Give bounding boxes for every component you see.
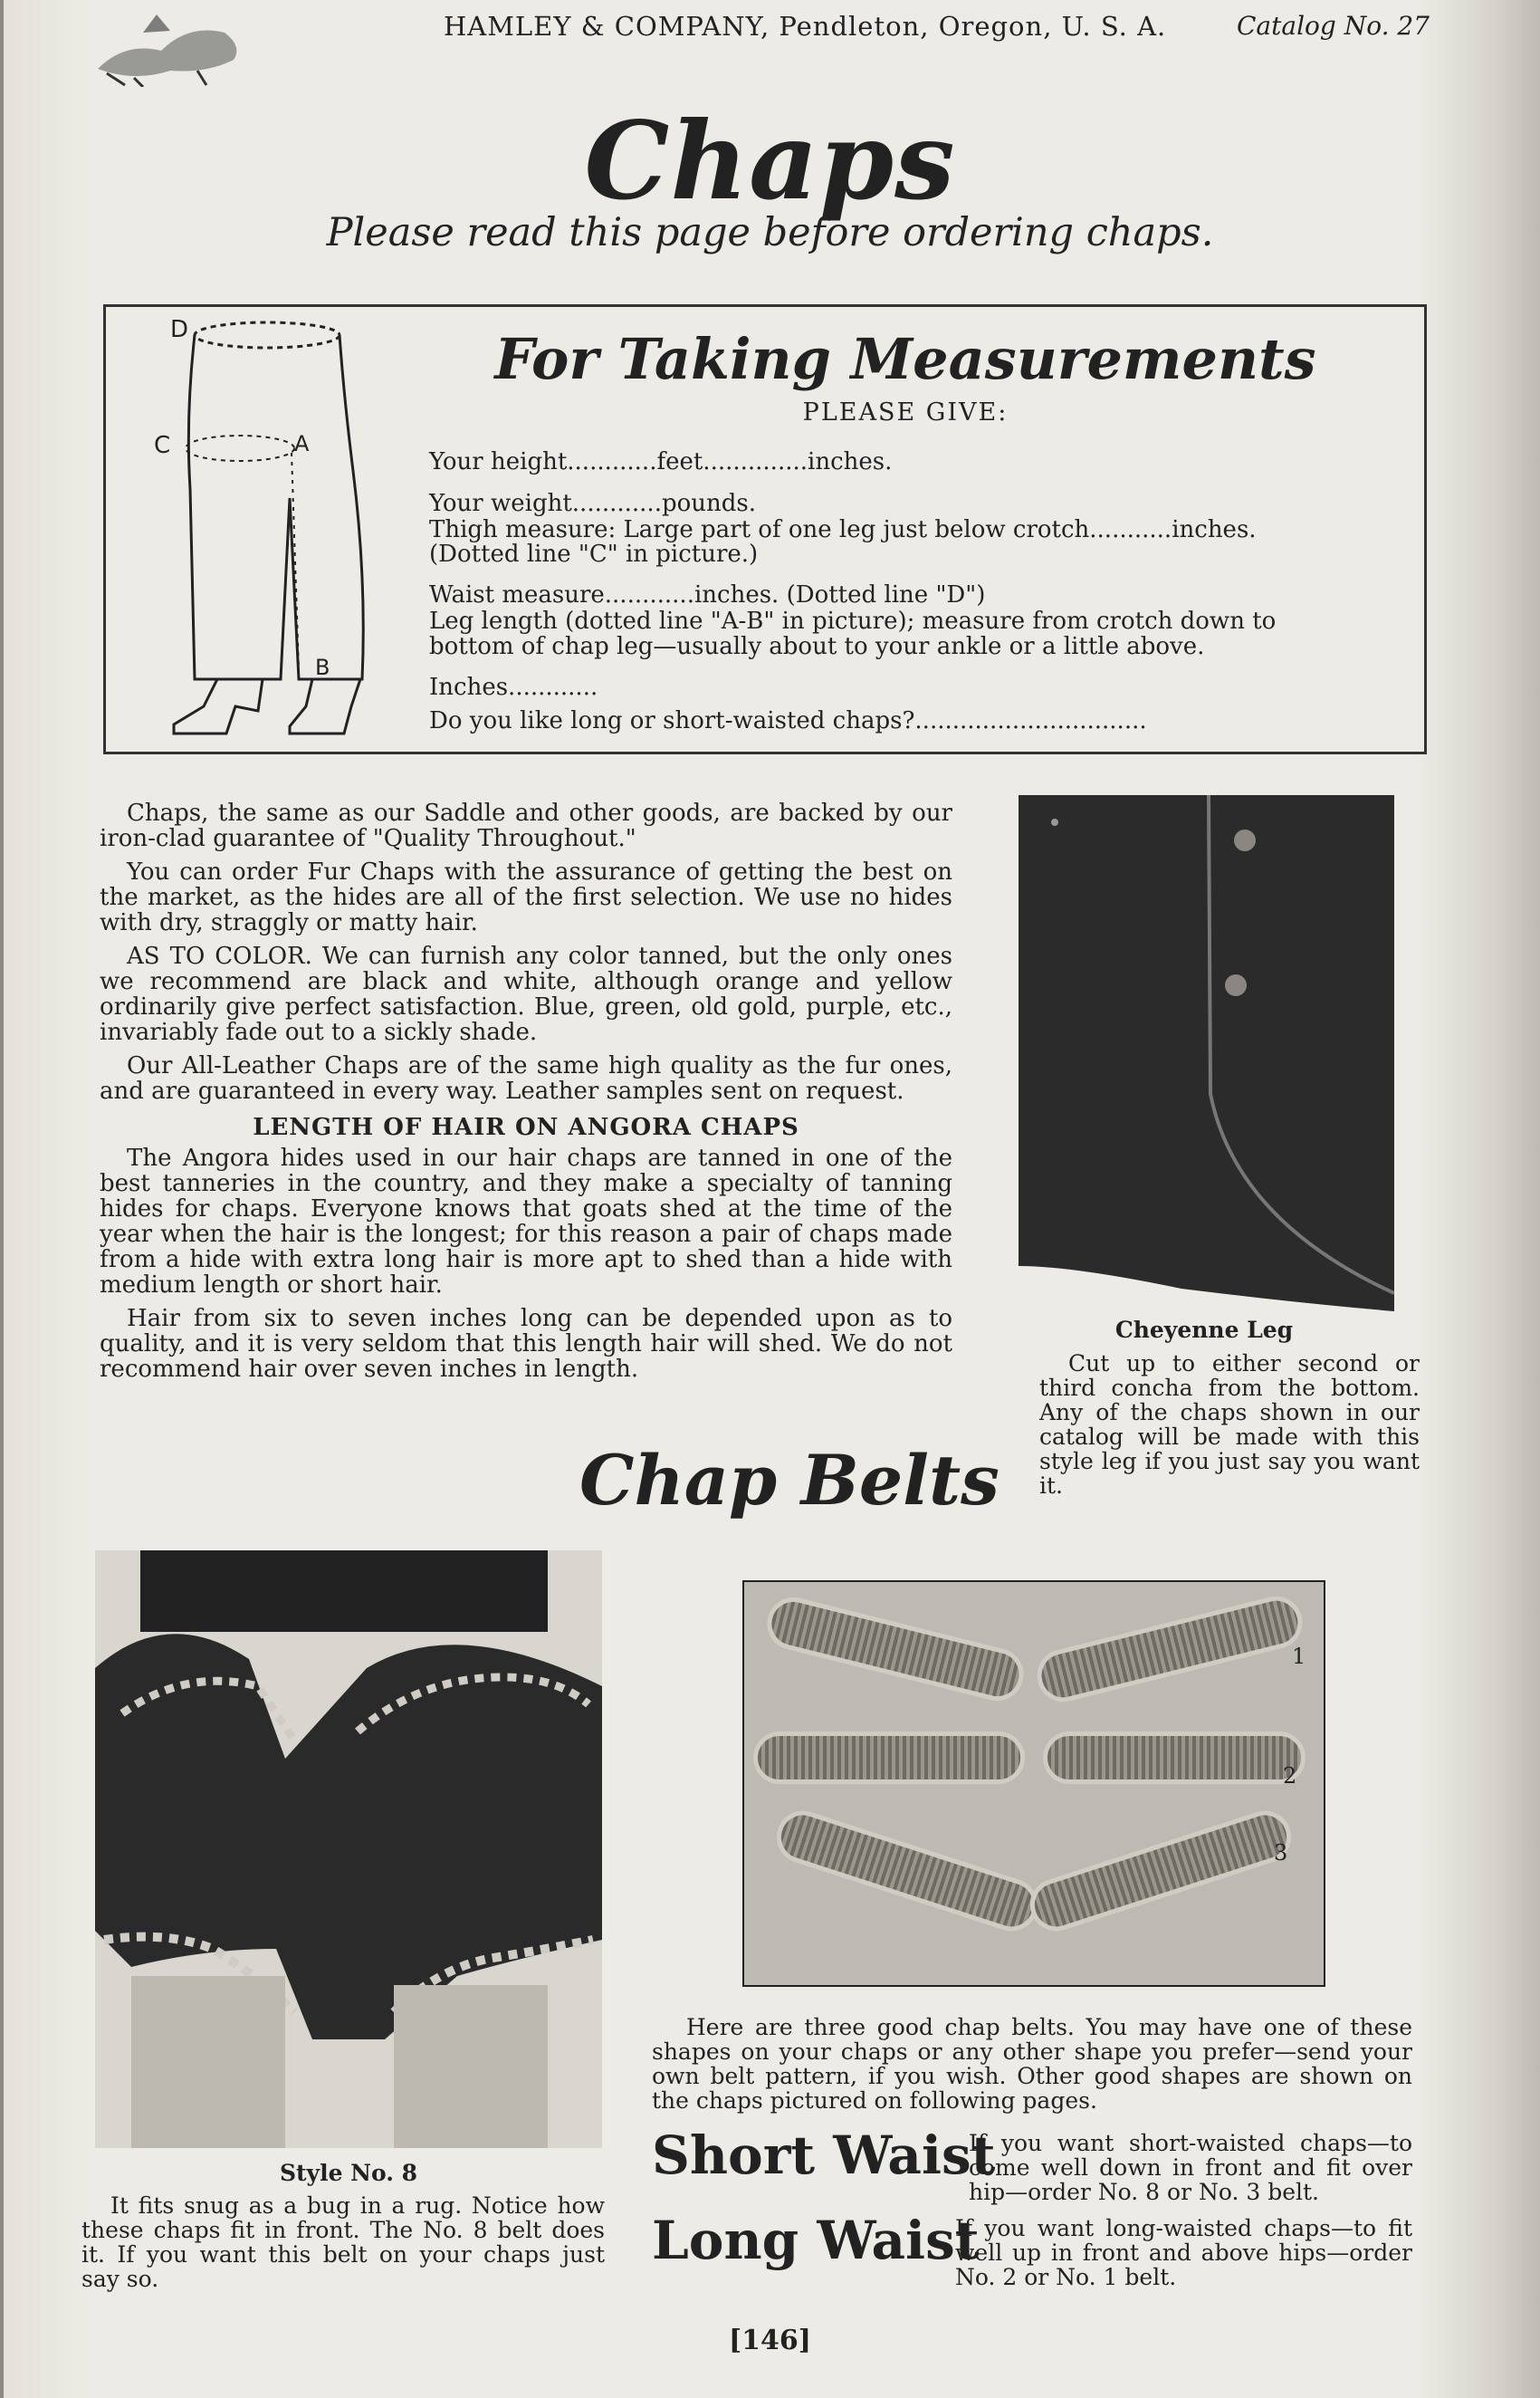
page-number: [146] [728,2325,811,2356]
belts-description: Here are three good chap belts. You may have one of these shapes on your chaps or any other shape you prefer—send your own belt pattern, if you wish. Other good shapes are shown on the chaps pictured on following pages. [652,2014,1412,2114]
paragraph-fur-chaps: You can order Fur Chaps with the assurance of getting the best on the market, as the hides are all of the first selection. We use no hides with dry, straggly or matty hair. [100,858,952,936]
cowboy-logo-icon [89,5,252,87]
weight-line: Your weight............pounds. [429,490,757,517]
waist-preference-line: Do you like long or short-waisted chaps?............................... [429,707,1147,734]
paragraph-angora: The Angora hides used in our hair chaps are tanned in one of the best tanneries in the country, and they make a specialty of tanning hides for chaps. Everyone knows that goats shed at the time of the year when the hair is the longest; for this reason a pair of chaps made from a hide with extra long hair is more apt to shed than a hide with medium length or short hair. [100,1145,952,1299]
style-no-8-text: It fits snug as a bug in a rug. Notice how these chaps fit in front. The No. 8 belt does it. If you want this belt on your chaps just say so. [81,2192,605,2292]
paragraph-guarantee: Chaps, the same as our Saddle and other goods, are backed by our iron-clad guarantee of "Quality Throughout." [100,800,952,852]
belt-2-left [753,1731,1025,1784]
leg-length-note-line: bottom of chap leg—usually about to your ankle or a little above. [429,633,1205,660]
diagram-label-d: D [170,316,189,343]
page-edge [0,0,4,2398]
height-line: Your height............feet..............inches. [429,448,893,475]
chap-belts-photo [742,1580,1325,1987]
chaps-description [100,801,952,1390]
diagram-label-b: B [315,655,330,680]
belt-3-right [1023,1804,1297,1938]
belt-number-1: 1 [1292,1644,1306,1669]
trousers-diagram [154,308,416,750]
page-subtitle: Please read this page before ordering chaps. [326,210,1214,255]
cheyenne-leg-text: Cut up to either second or third concha from the bottom. Any of the chaps shown in our catalog will be made with this style leg if you just say you want it. [1039,1350,1420,1499]
inches-line: Inches............ [429,674,598,701]
belt-number-2: 2 [1283,1763,1297,1789]
belt-1-left [761,1592,1028,1706]
belt-number-3: 3 [1274,1840,1288,1866]
company-header: HAMLEY & COMPANY, Pendleton, Oregon, U. S. A. [444,11,1167,42]
measurements-heading: For Taking Measurements [494,326,1316,392]
belt-3-left [770,1804,1044,1938]
belt-2-right [1043,1731,1306,1784]
belt-1-right [1031,1591,1307,1708]
thigh-note-line: (Dotted line "C" in picture.) [429,541,759,568]
short-waist-heading: Short Waist [652,2125,996,2186]
chap-belts-heading: Chap Belts [579,1440,1000,1520]
diagram-label-a: A [294,431,310,456]
diagram-label-c: C [154,432,171,459]
style-no-8-photo [95,1550,602,2148]
long-waist-text: If you want long-waisted chaps—to fit well up in front and above hips—order No. 2 or No. 1 belt. [955,2215,1412,2290]
thigh-line: Thigh measure: Large part of one leg just below crotch...........inches. [429,516,1257,543]
long-waist-heading: Long Waist [652,2210,980,2271]
style-no-8-title: Style No. 8 [279,2160,418,2186]
paragraph-all-leather: Our All-Leather Chaps are of the same high quality as the fur ones, and are guaranteed in every way. Leather samples sent on request. [100,1052,952,1105]
waist-line: Waist measure............inches. (Dotted line "D") [429,581,986,609]
short-waist-text: If you want short-waisted chaps—to come well down in front and fit over hip—order No. 8 or No. 3 belt. [969,2130,1412,2205]
paragraph-hair-length: Hair from six to seven inches long can be depended upon as to quality, and it is very seldom that this length hair will shed. We do not recommend hair over seven inches in length. [100,1305,952,1383]
cheyenne-leg-title: Cheyenne Leg [1114,1317,1294,1343]
page-title: Chaps [584,98,956,224]
cheyenne-leg-photo [1019,795,1394,1311]
paragraph-color: AS TO COLOR. We can furnish any color tanned, but the only ones we recommend are black and white, although orange and yellow ordinarily give perfect satisfaction. Blue, green, old gold, purple, etc., invariably fade out to a sickly shade. [100,943,952,1046]
angora-heading: LENGTH OF HAIR ON ANGORA CHAPS [253,1114,799,1141]
leg-length-line: Leg length (dotted line "A-B" in picture); measure from crotch down to [429,608,1277,635]
catalog-number: Catalog No. 27 [1237,11,1430,41]
please-give-label: PLEASE GIVE: [802,398,1009,427]
